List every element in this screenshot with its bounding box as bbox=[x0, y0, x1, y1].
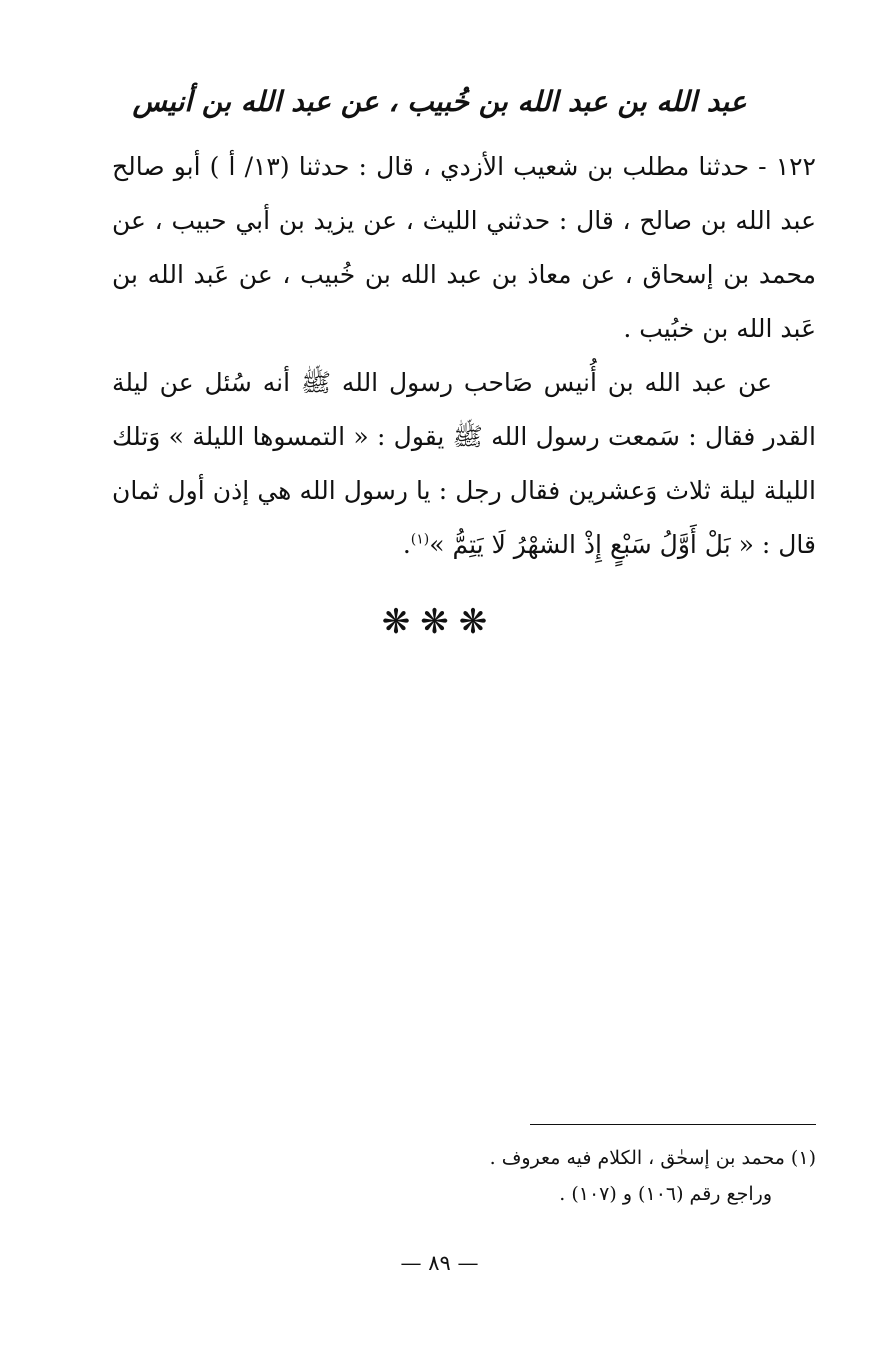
matn-text: عن عبد الله بن أُنيس صَاحب رسول الله ﷺ أنه سُئل عن ليلة القدر فقال : سَمعت رسول الله ﷺ يقول : « التمسوها الليلة » وَتلك الليلة ليلة ثلاث وَعشرين فقال رجل : يا رسول الله هي إذن أول ثمان قال : « بَلْ أَوَّلُ سَبْعٍ إِذْ الشهْرُ لَا يَتِمُّ » bbox=[112, 368, 816, 559]
footnote-reference: (١) bbox=[410, 531, 430, 548]
footnotes-block bbox=[112, 1140, 816, 1212]
matn-end: . bbox=[402, 530, 411, 559]
isnad-text: - حدثنا مطلب بن شعيب الأزدي ، قال : حدثنا (١٣/ أ ) أبو صالح عبد الله بن صالح ، قال : حدثني الليث ، عن يزيد بن أبي حبيب ، عن محمد بن إسحاق ، عن معاذ بن عبد الله بن خُبيب ، عن عَبد الله بن عَبد الله بن خبُيب . bbox=[112, 152, 816, 343]
hadith-number: ١٢٢ bbox=[775, 152, 816, 181]
isnad-paragraph bbox=[112, 140, 816, 356]
chapter-heading: عبد الله بن عبد الله بن خُبيب ، عن عبد الله بن أنيس bbox=[132, 85, 747, 118]
matn-paragraph bbox=[112, 356, 816, 572]
section-ornament: ❋❋❋ bbox=[381, 602, 498, 642]
footnote-divider bbox=[530, 1124, 816, 1125]
page-number: — ٨٩ — bbox=[400, 1251, 479, 1275]
footnote-line-1: (١) محمد بن إسحٰق ، الكلام فيه معروف . bbox=[489, 1147, 816, 1169]
hadith-body bbox=[112, 140, 816, 572]
footnote-line-2: وراجع رقم (١٠٦) و (١٠٧) . bbox=[559, 1183, 772, 1205]
